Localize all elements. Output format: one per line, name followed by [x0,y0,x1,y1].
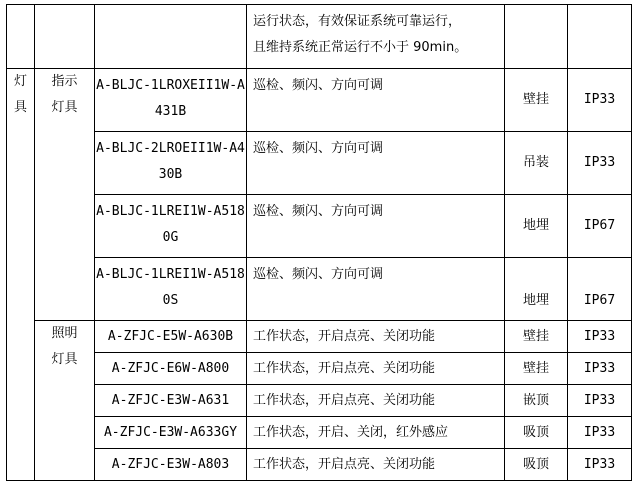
table-row-continuation [7,5,632,69]
group-cell-lighting [35,321,95,481]
ip-rating-cell: IP33 [568,321,632,353]
blank-cell [35,5,95,69]
model-cell [95,132,247,195]
table-row [7,195,632,258]
function-line: 运行状态，有效保证系统可靠运行， [253,14,462,29]
model-line: A-BLJC-1LROXEII1W-A [96,78,245,93]
model-line: 0S [162,293,179,308]
mount-cell: 嵌顶 [505,385,568,417]
function-text: 巡检、频闪、方向可调 [253,204,384,219]
model-cell [95,258,247,321]
ip-rating-cell: IP33 [568,417,632,449]
ip-rating-cell: IP33 [568,353,632,385]
mount-cell: 壁挂 [505,353,568,385]
model-cell: A-ZFJC-E3W-A633GY [95,417,247,449]
group-cell-indicator [35,69,95,321]
ip-rating-cell: IP67 [568,258,632,321]
group-label: 指示 [51,74,78,89]
model-cell: A-ZFJC-E3W-A631 [95,385,247,417]
model-line: 0G [162,230,179,245]
ip-rating-cell: IP33 [568,449,632,481]
function-cell: 工作状态，开启点亮、关闭功能 [247,385,505,417]
model-line: 431B [154,104,187,119]
function-text: 巡检、频闪、方向可调 [253,78,384,93]
blank-cell [568,5,632,69]
table-row [7,353,632,385]
mount-cell: 壁挂 [505,69,568,132]
model-line: A-BLJC-1LREI1W-A518 [96,267,245,282]
function-line: 且维持系统正常运行不小于 90min。 [253,40,468,55]
model-line: A-BLJC-2LROEII1W-A4 [96,141,245,156]
model-line: 30B [158,167,183,182]
function-cell [247,132,505,195]
function-cell: 工作状态，开启点亮、关闭功能 [247,353,505,385]
mount-cell: 地埋 [505,195,568,258]
lamp-spec-table [6,4,632,481]
model-line: A-BLJC-1LREI1W-A518 [96,204,245,219]
group-label: 灯具 [51,352,78,367]
blank-cell [95,5,247,69]
category-label: 具 [13,100,27,115]
model-cell [95,195,247,258]
category-label: 灯 [13,74,27,89]
mount-cell: 地埋 [505,258,568,321]
model-cell: A-ZFJC-E6W-A800 [95,353,247,385]
ip-rating-cell: IP33 [568,132,632,195]
blank-cell [7,5,35,69]
table-row [7,449,632,481]
model-cell: A-ZFJC-E3W-A803 [95,449,247,481]
function-cell [247,258,505,321]
table-row [7,258,632,321]
table-row [7,417,632,449]
function-text: 巡检、频闪、方向可调 [253,267,384,282]
ip-rating-cell: IP67 [568,195,632,258]
ip-rating-cell: IP33 [568,69,632,132]
group-label: 灯具 [51,100,78,115]
function-cell: 工作状态，开启、关闭，红外感应 [247,417,505,449]
table-row [7,321,632,353]
blank-cell [505,5,568,69]
group-label: 照明 [51,326,78,341]
table-row [7,69,632,132]
function-cell [247,195,505,258]
mount-cell: 吸顶 [505,417,568,449]
mount-cell: 壁挂 [505,321,568,353]
model-cell: A-ZFJC-E5W-A630B [95,321,247,353]
function-cell: 工作状态，开启点亮、关闭功能 [247,321,505,353]
function-cell [247,5,505,69]
mount-cell: 吊装 [505,132,568,195]
table-row [7,385,632,417]
function-cell [247,69,505,132]
table-row [7,132,632,195]
function-cell: 工作状态，开启点亮、关闭功能 [247,449,505,481]
function-text: 巡检、频闪、方向可调 [253,141,384,156]
mount-cell: 吸顶 [505,449,568,481]
model-cell [95,69,247,132]
category-cell [7,69,35,481]
ip-rating-cell: IP33 [568,385,632,417]
